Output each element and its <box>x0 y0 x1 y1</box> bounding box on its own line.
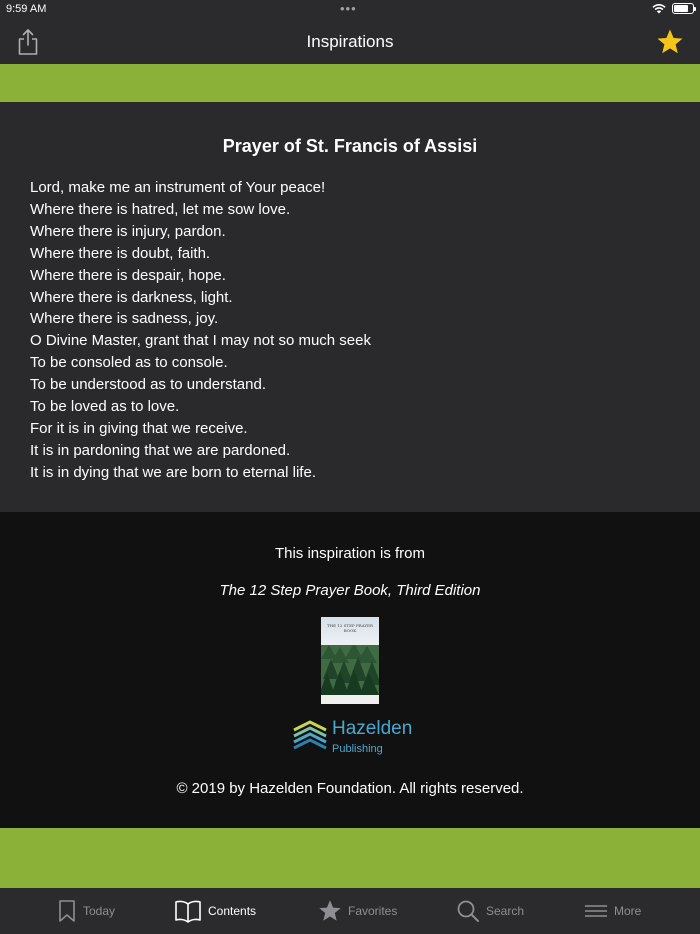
prayer-line: To be consoled as to console. <box>30 354 228 372</box>
book-icon <box>174 899 202 923</box>
prayer-line: Where there is despair, hope. <box>30 266 226 284</box>
battery-icon <box>672 3 694 14</box>
prayer-line: Where there is sadness, joy. <box>30 310 219 328</box>
tab-label: Contents <box>208 904 257 918</box>
tab-label: Favorites <box>348 904 398 918</box>
tab-search[interactable] <box>456 898 524 924</box>
tab-label: Search <box>486 904 525 918</box>
source-attribution <box>0 512 700 828</box>
forest-illustration <box>321 645 379 695</box>
favorite-star-icon[interactable] <box>656 28 684 56</box>
tab-label: Today <box>83 904 116 918</box>
wifi-icon <box>652 3 666 14</box>
tab-contents[interactable] <box>174 898 256 924</box>
prayer-text <box>30 177 670 484</box>
status-indicators <box>652 3 694 14</box>
prayer-title: Prayer of St. Francis of Assisi <box>222 136 478 156</box>
prayer-line: Lord, make me an instrument of Your peace! <box>30 179 326 196</box>
star-icon <box>318 899 342 923</box>
prayer-line: It is in pardoning that we are pardoned. <box>30 441 291 459</box>
prayer-line: To be loved as to love. <box>30 398 180 416</box>
prayer-line: Where there is darkness, light. <box>30 288 233 306</box>
prayer-content <box>0 102 700 512</box>
search-icon <box>456 899 480 923</box>
status-bar <box>0 0 700 20</box>
source-book-title[interactable]: The 12 Step Prayer Book, Third Edition <box>219 582 481 599</box>
page-title: Inspirations <box>306 32 394 51</box>
book-cover-image[interactable] <box>321 617 379 704</box>
copyright-notice: © 2019 by Hazelden Foundation. All rights reserved. <box>176 780 524 797</box>
prayer-line: Where there is doubt, faith. <box>30 244 211 262</box>
publisher-name: Hazelden <box>332 718 413 739</box>
source-intro: This inspiration is from <box>274 545 426 562</box>
bottom-accent-band <box>0 828 700 888</box>
status-time: 9:59 AM <box>6 3 47 15</box>
prayer-line: Where there is injury, pardon. <box>30 222 226 240</box>
tab-label: More <box>614 904 642 918</box>
tab-today[interactable] <box>57 898 115 924</box>
navigation-bar <box>0 20 700 64</box>
prayer-line: Where there is hatred, let me sow love. <box>30 200 291 218</box>
prayer-line: O Divine Master, grant that I may not so much seek <box>30 332 371 350</box>
menu-icon <box>584 903 608 919</box>
prayer-line: For it is in giving that we receive. <box>30 419 248 437</box>
prayer-line: To be understood as to understand. <box>30 376 267 394</box>
prayer-line: It is in dying that we are born to eternal life. <box>30 463 316 481</box>
book-cover-title: THE 12 STEP PRAYER BOOK <box>326 623 373 633</box>
top-accent-band <box>0 64 700 102</box>
tab-bar <box>0 888 700 934</box>
hazelden-logo-icon <box>292 720 328 750</box>
bookmark-icon <box>57 899 77 923</box>
tab-more[interactable] <box>584 898 641 924</box>
publisher-subtitle: Publishing <box>332 743 383 755</box>
publisher-logo <box>290 718 420 758</box>
tab-favorites[interactable] <box>318 898 397 924</box>
multitasking-dots[interactable]: ••• <box>340 1 357 16</box>
